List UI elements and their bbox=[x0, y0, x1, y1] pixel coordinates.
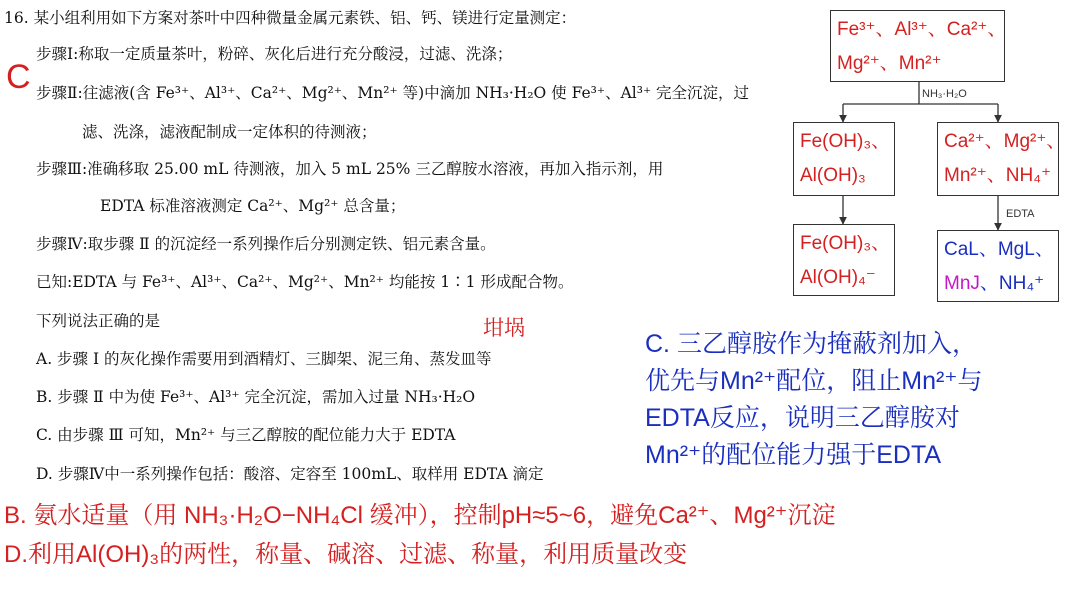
crucible-note: 坩埚 bbox=[483, 316, 525, 340]
step-3-line-1: 步骤Ⅲ:准确移取 25.00 mL 待测液，加入 5 mL 25% 三乙醇胺水溶液，再加入指示剂，用 bbox=[36, 160, 664, 178]
option-a: A. 步骤 Ⅰ 的灰化操作需要用到酒精灯、三脚架、泥三角、蒸发皿等 bbox=[36, 350, 492, 368]
option-d: D. 步骤Ⅳ中一系列操作包括：酸溶、定容至 100mL、取样用 EDTA 滴定 bbox=[36, 465, 544, 483]
flow-box-hydroxide-precipitate bbox=[793, 122, 895, 196]
question-prompt: 下列说法正确的是 bbox=[36, 312, 161, 330]
flow-box-initial-line-1: Fe³⁺、Al³⁺、Ca²⁺、 bbox=[837, 19, 1007, 40]
step-1: 步骤Ⅰ:称取一定质量茶叶，粉碎、灰化后进行充分酸浸，过滤、洗涤； bbox=[36, 45, 513, 63]
flow-box-bottom-left-line-1: Fe(OH)₃、 bbox=[800, 233, 891, 254]
flow-box-right-line-2: Mn²⁺、NH₄⁺ bbox=[944, 165, 1051, 186]
flow-box-left-line-1: Fe(OH)₃、 bbox=[800, 131, 891, 152]
option-b-explanation: B. 氨水适量（用 NH₃·H₂O−NH₄Cl 缓冲），控制pH≈5~6，避免Ca²⁺、Mg²⁺沉淀 bbox=[4, 502, 836, 529]
flow-box-complexes bbox=[937, 230, 1059, 302]
flow-box-aluminate bbox=[793, 224, 895, 296]
answer-mark: C bbox=[6, 58, 31, 96]
c-explain-line-2: 优先与Mn²⁺配位，阻止Mn²⁺与 bbox=[645, 367, 983, 395]
question-intro: 16. 某小组利用如下方案对茶叶中四种微量金属元素铁、铝、钙、镁进行定量测定： bbox=[4, 9, 577, 27]
reagent-edta-label: EDTA bbox=[1006, 208, 1035, 220]
flow-box-bottom-right-line-1: CaL、MgL、 bbox=[944, 239, 1054, 260]
flow-box-bottom-right-line-2 bbox=[944, 267, 1052, 301]
step-4: 步骤Ⅳ:取步骤 Ⅱ 的沉淀经一系列操作后分别测定铁、铝元素含量。 bbox=[36, 235, 496, 253]
flow-box-filtrate-ions bbox=[937, 122, 1066, 196]
option-b: B. 步骤 Ⅱ 中为使 Fe³⁺、Al³⁺ 完全沉淀，需加入过量 NH₃·H₂O bbox=[36, 388, 476, 406]
c-explain-line-1: C. 三乙醇胺作为掩蔽剂加入， bbox=[645, 330, 977, 358]
option-c: C. 由步骤 Ⅲ 可知，Mn²⁺ 与三乙醇胺的配位能力大于 EDTA bbox=[36, 426, 456, 444]
known-info: 已知:EDTA 与 Fe³⁺、Al³⁺、Ca²⁺、Mg²⁺、Mn²⁺ 均能按 1∶1 形成配合物。 bbox=[36, 273, 574, 291]
flow-box-bottom-left-line-2: Al(OH)₄⁻ bbox=[800, 267, 876, 288]
c-explain-line-4: Mn²⁺的配位能力强于EDTA bbox=[645, 441, 942, 469]
flow-box-left-line-2: Al(OH)₃ bbox=[800, 165, 866, 186]
flow-box-initial-line-2: Mg²⁺、Mn²⁺ bbox=[837, 53, 942, 74]
step-2-line-1: 步骤Ⅱ:往滤液(含 Fe³⁺、Al³⁺、Ca²⁺、Mg²⁺、Mn²⁺ 等)中滴加 NH₃·H₂O 使 Fe³⁺、Al³⁺ 完全沉淀，过 bbox=[36, 84, 750, 102]
ammonium-species: 、NH₄⁺ bbox=[979, 273, 1045, 294]
step-2-line-2: 滤、洗涤，滤液配制成一定体积的待测液； bbox=[82, 123, 377, 141]
c-explain-line-3: EDTA反应，说明三乙醇胺对 bbox=[645, 404, 960, 432]
mnj-species: MnJ bbox=[944, 273, 980, 294]
flow-box-initial-ions bbox=[830, 10, 1005, 82]
reagent-nh3-label: NH₃·H₂O bbox=[922, 88, 967, 100]
option-c-explanation bbox=[645, 326, 983, 474]
flow-box-right-line-1: Ca²⁺、Mg²⁺、 bbox=[944, 131, 1066, 152]
option-d-explanation: D.利用Al(OH)₃的两性，称量、碱溶、过滤、称量，利用质量改变 bbox=[4, 541, 688, 568]
step-3-line-2: EDTA 标准溶液测定 Ca²⁺、Mg²⁺ 总含量； bbox=[100, 197, 406, 215]
